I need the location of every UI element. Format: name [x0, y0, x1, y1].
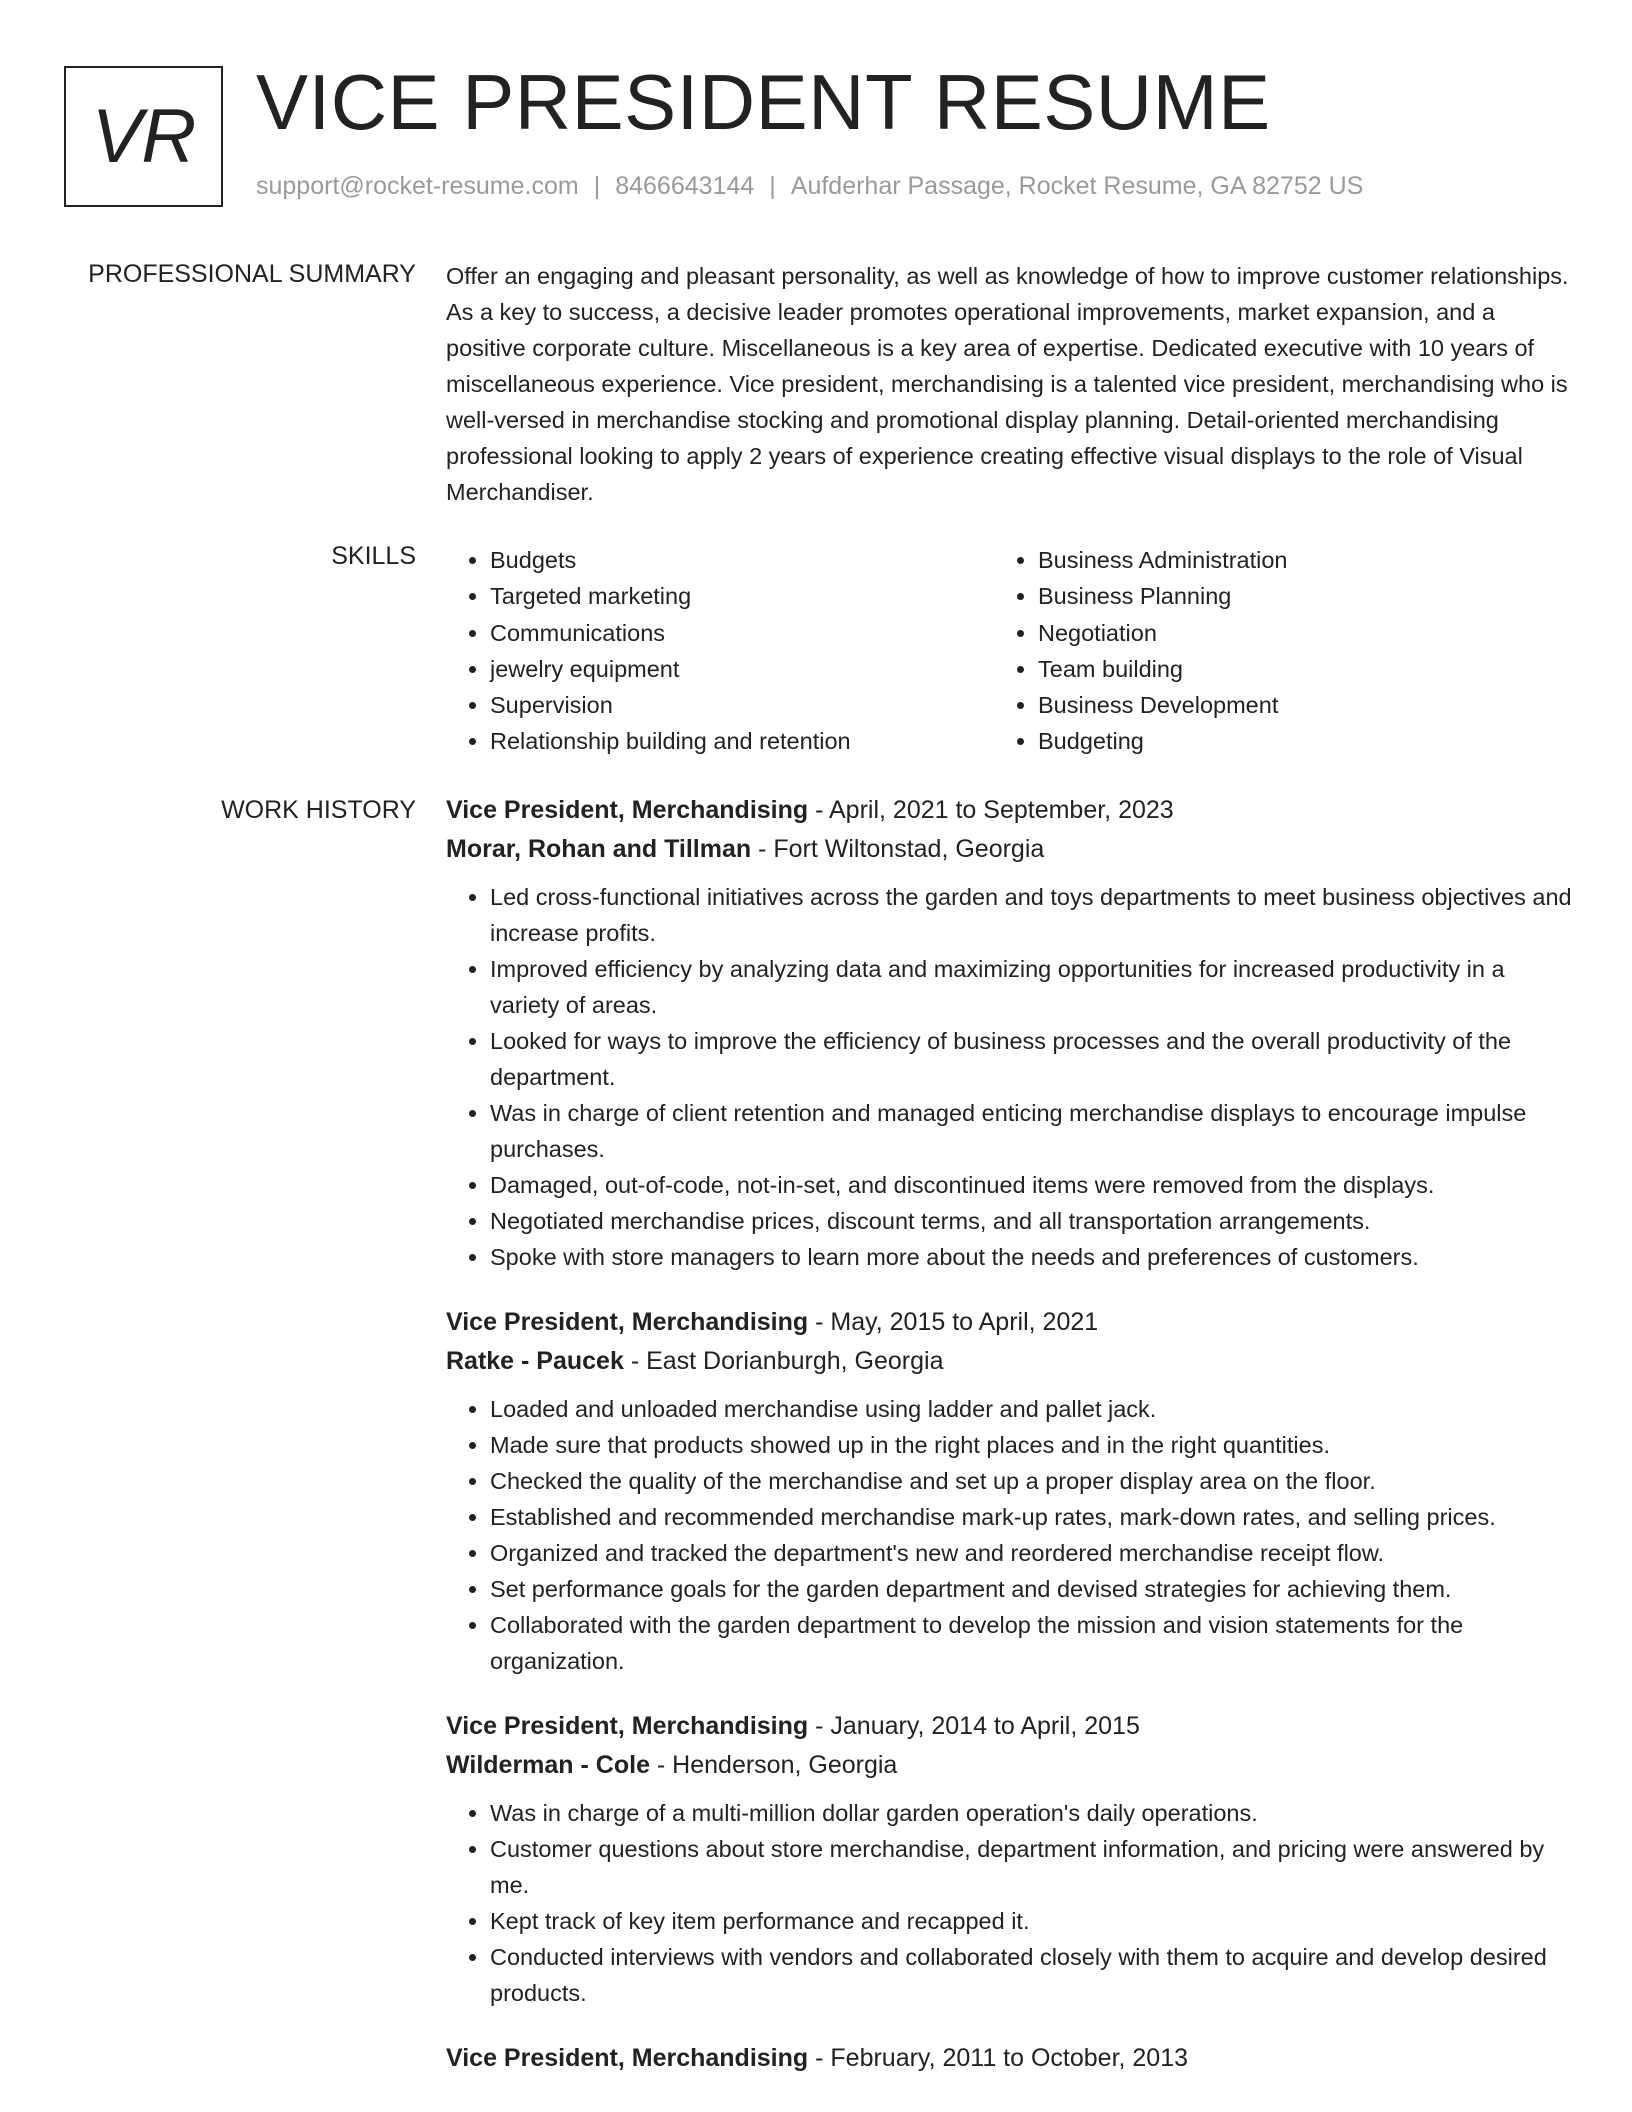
job-company-line	[446, 1746, 1576, 1785]
job-duty-item: • Damaged, out-of-code, not-in-set, and discontinued items were removed from the displays.	[490, 1167, 1576, 1203]
job-company-line	[446, 830, 1576, 869]
skill-item: • Communications	[490, 615, 994, 651]
job-duty-item: • Negotiated merchandise prices, discount terms, and all transportation arrangements.	[490, 1203, 1576, 1239]
job-company: Morar, Rohan and Tillman	[446, 835, 752, 863]
job-duty-item: • Conducted interviews with vendors and collaborated closely with them to acquire and develop desired products.	[490, 1939, 1576, 2011]
job-title-line	[446, 1303, 1576, 1342]
job-company-line	[446, 1342, 1576, 1381]
job-duty-item: • Made sure that products showed up in the right places and in the right quantities.	[490, 1427, 1576, 1463]
skill-item: • Team building	[1038, 651, 1542, 687]
contact-separator: |	[769, 172, 776, 200]
job-title: Vice President, Merchandising	[446, 1308, 809, 1336]
job-duties	[446, 1391, 1576, 1679]
job-duty-item: • Was in charge of client retention and managed enticing merchandise displays to encourage impulse purchases.	[490, 1095, 1576, 1167]
monogram-badge: VR	[64, 66, 223, 207]
skill-item: • Business Administration	[1038, 542, 1542, 578]
skill-item: • Relationship building and retention	[490, 723, 994, 759]
job-duty-item: • Collaborated with the garden department to develop the mission and vision statements for the organization.	[490, 1607, 1576, 1679]
job-company: Ratke - Paucek	[446, 1347, 624, 1375]
job-duty-item: • Organized and tracked the department's new and reordered merchandise receipt flow.	[490, 1535, 1576, 1571]
skill-item: • Budgets	[490, 542, 994, 578]
job-dates: - April, 2021 to September, 2023	[808, 796, 1174, 824]
skill-item: • Negotiation	[1038, 615, 1542, 651]
skill-item: • Business Planning	[1038, 578, 1542, 614]
professional-summary-text: Offer an engaging and pleasant personality, as well as knowledge of how to improve customer relationships. As a key to success, a decisive leader promotes operational improvements, market expansion, and a positive corporate culture. Miscellaneous is a key area of expertise. Dedicated executive with 10 years of miscellaneous experience. Vice president, merchandising is a talented vice president, merchandising who is well-versed in merchandise stocking and promotional display planning. Detail-oriented merchandising professional looking to apply 2 years of experience creating effective visual displays to the role of Visual Merchandiser.	[446, 263, 1569, 505]
skill-item: • jewelry equipment	[490, 651, 994, 687]
job-duty-item: • Led cross-functional initiatives across the garden and toys departments to meet business objectives and increase profits.	[490, 879, 1576, 951]
job-duty-item: • Was in charge of a multi-million dollar garden operation's daily operations.	[490, 1795, 1576, 1831]
job-company: Wilderman - Cole	[446, 1751, 650, 1779]
summary-section-label: PROFESSIONAL SUMMARY	[88, 260, 416, 288]
job-duties	[446, 879, 1576, 1275]
job-dates: - January, 2014 to April, 2015	[808, 1712, 1140, 1740]
job-entry	[446, 791, 1576, 1275]
skill-item: • Business Development	[1038, 687, 1542, 723]
skill-item: • Budgeting	[1038, 723, 1542, 759]
job-entry	[446, 1303, 1576, 1679]
contact-line	[256, 172, 1363, 201]
contact-separator: |	[593, 172, 601, 200]
contact-phone: 8466643144	[615, 172, 755, 200]
skills-list	[446, 542, 1576, 760]
job-title-line	[446, 1707, 1576, 1746]
job-duties	[446, 1795, 1576, 2011]
job-title-line	[446, 791, 1576, 830]
contact-address: Aufderhar Passage, Rocket Resume, GA 82752 US	[790, 172, 1364, 200]
job-title: Vice President, Merchandising	[446, 2044, 809, 2072]
work-history-list	[446, 791, 1576, 2106]
job-dates: - February, 2011 to October, 2013	[808, 2044, 1189, 2072]
job-title: Vice President, Merchandising	[446, 1712, 809, 1740]
skills-section-label: SKILLS	[331, 542, 416, 570]
job-entry	[446, 1707, 1576, 2011]
work-history-section-label: WORK HISTORY	[221, 796, 416, 824]
resume-title: VICE PRESIDENT RESUME	[256, 58, 1271, 146]
job-duty-item: • Kept track of key item performance and recapped it.	[490, 1903, 1576, 1939]
job-duty-item: • Checked the quality of the merchandise and set up a proper display area on the floor.	[490, 1463, 1576, 1499]
job-location: - East Dorianburgh, Georgia	[623, 1347, 944, 1375]
skill-item: • Targeted marketing	[490, 578, 994, 614]
job-location: - Henderson, Georgia	[649, 1751, 898, 1779]
skills-column-left	[446, 542, 994, 760]
job-entry	[446, 2039, 1576, 2078]
job-duty-item: • Looked for ways to improve the efficiency of business processes and the overall productivity of the department.	[490, 1023, 1576, 1095]
skill-item: • Supervision	[490, 687, 994, 723]
job-title-line	[446, 2039, 1576, 2078]
job-duty-item: • Improved efficiency by analyzing data and maximizing opportunities for increased productivity in a variety of areas.	[490, 951, 1576, 1023]
job-duty-item: • Established and recommended merchandise mark-up rates, mark-down rates, and selling prices.	[490, 1499, 1576, 1535]
job-duty-item: • Loaded and unloaded merchandise using ladder and pallet jack.	[490, 1391, 1576, 1427]
job-title: Vice President, Merchandising	[446, 796, 809, 824]
skills-column-right	[994, 542, 1542, 760]
job-duty-item: • Set performance goals for the garden department and devised strategies for achieving them.	[490, 1571, 1576, 1607]
job-dates: - May, 2015 to April, 2021	[808, 1308, 1099, 1336]
job-duty-item: • Spoke with store managers to learn more about the needs and preferences of customers.	[490, 1239, 1576, 1275]
contact-email: support@rocket-resume.com	[256, 172, 579, 200]
job-duty-item: • Customer questions about store merchandise, department information, and pricing were answered by me.	[490, 1831, 1576, 1903]
job-location: - Fort Wiltonstad, Georgia	[751, 835, 1045, 863]
